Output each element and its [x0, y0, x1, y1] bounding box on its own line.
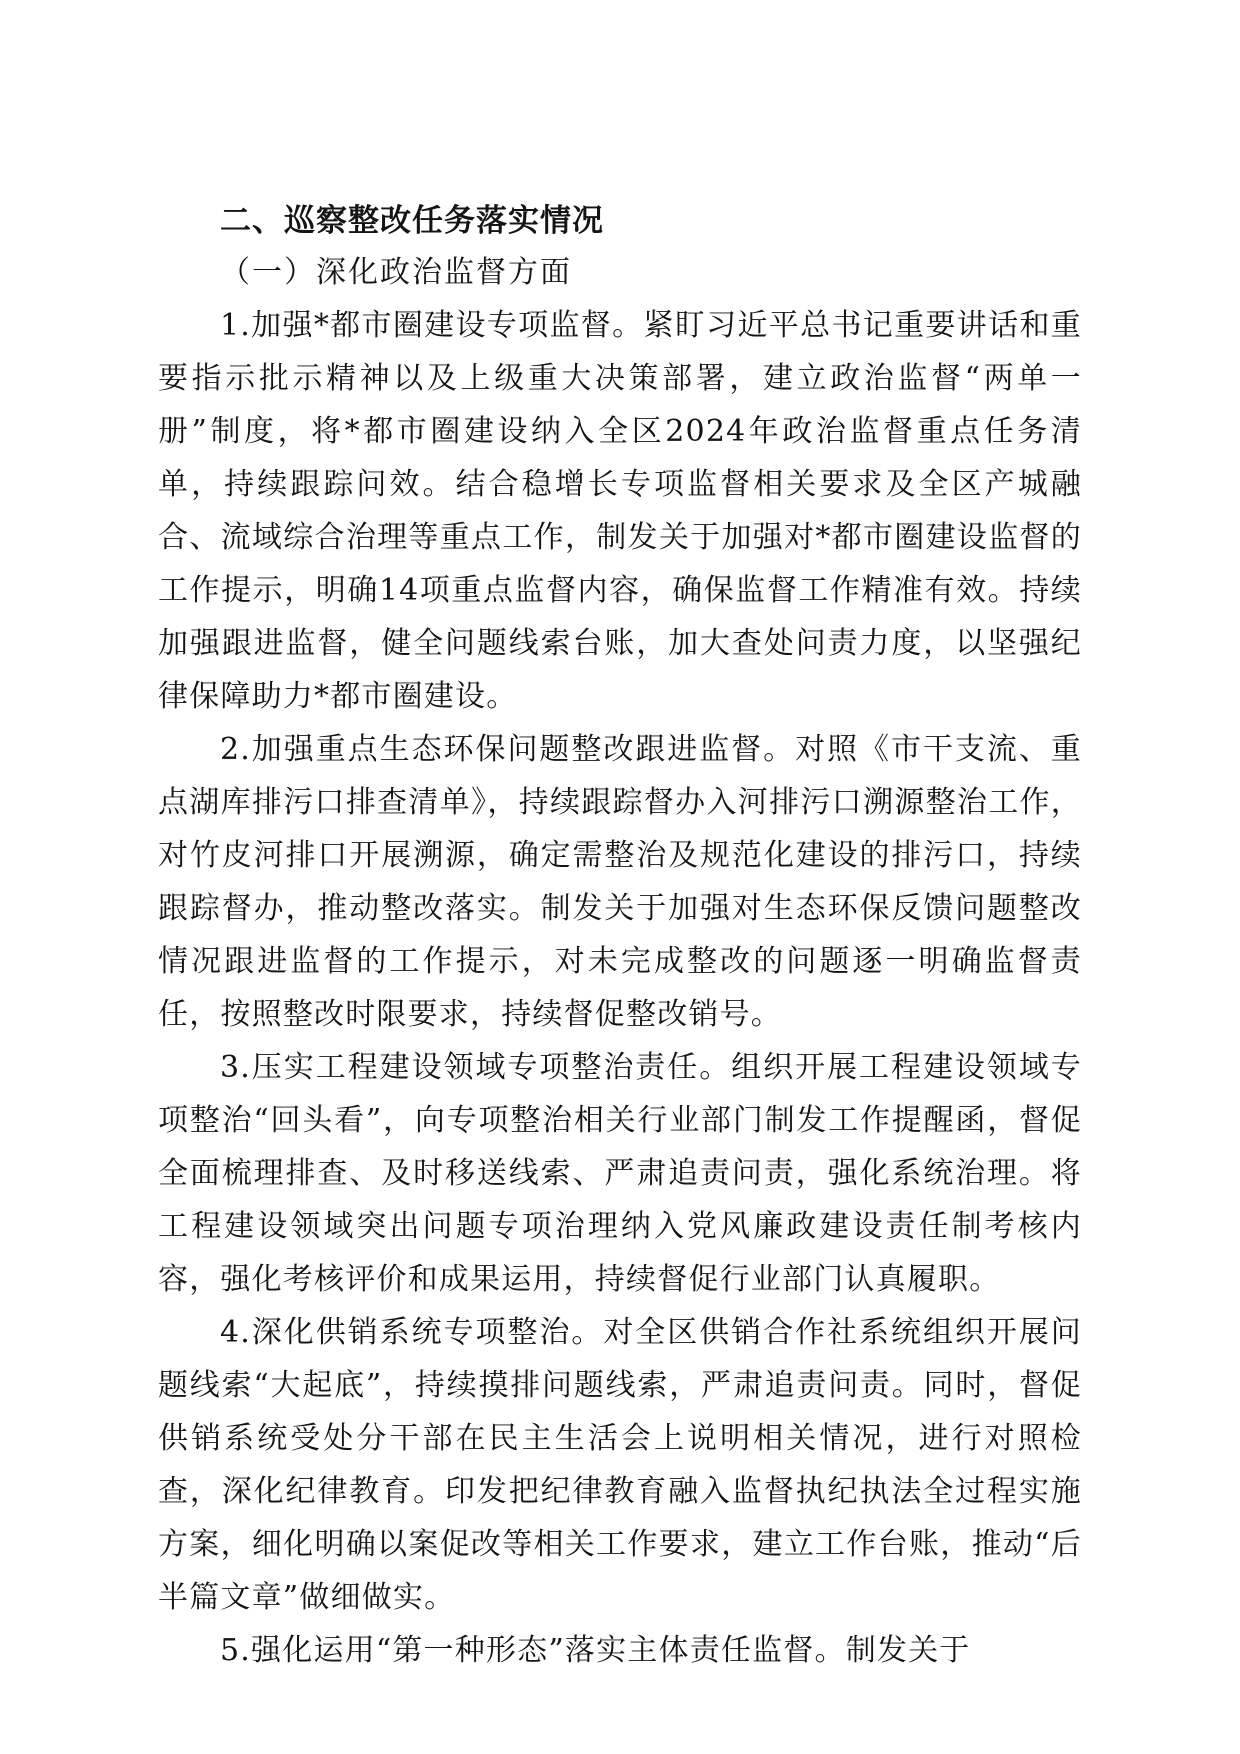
paragraph-3: 3.压实工程建设领域专项整治责任。组织开展工程建设领域专项整治“回头看”，向专项整治相关行业部门制发工作提醒函，督促全面梳理排查、及时移送线索、严肃追责问责，强化系统治理。将工程建设领域突出问题专项治理纳入党风廉政建设责任制考核内容，强化考核评价和成果运用，持续督促行业部门认真履职。 [158, 1050, 1082, 1297]
document-page [158, 196, 1082, 1677]
section-heading: 二、巡察整改任务落实情况 [220, 203, 604, 239]
subsection-heading: （一）深化政治监督方面 [220, 255, 572, 290]
paragraph-1: 1.加强*都市圈建设专项监督。紧盯习近平总书记重要讲话和重要指示批示精神以及上级重大决策部署，建立政治监督“两单一册”制度，将*都市圈建设纳入全区2024年政治监督重点任务清单，持续跟踪问效。结合稳增长专项监督相关要求及全区产城融合、流域综合治理等重点工作，制发关于加强对*都市圈建设监督的工作提示，明确14项重点监督内容，确保监督工作精准有效。持续加强跟进监督，健全问题线索台账，加大查处问责力度，以坚强纪律保障助力*都市圈建设。 [158, 308, 1082, 714]
paragraph-5: 5.强化运用“第一种形态”落实主体责任监督。制发关于 [220, 1633, 971, 1668]
paragraph-4: 4.深化供销系统专项整治。对全区供销合作社系统组织开展问题线索“大起底”，持续摸排问题线索，严肃追责问责。同时，督促供销系统受处分干部在民主生活会上说明相关情况，进行对照检查，深化纪律教育。印发把纪律教育融入监督执纪执法全过程实施方案，细化明确以案促改等相关工作要求，建立工作台账，推动“后半篇文章”做细做实。 [158, 1315, 1082, 1615]
paragraph-2: 2.加强重点生态环保问题整改跟进监督。对照《市干支流、重点湖库排污口排查清单》，持续跟踪督办入河排污口溯源整治工作，对竹皮河排口开展溯源，确定需整治及规范化建设的排污口，持续跟踪督办，推动整改落实。制发关于加强对生态环保反馈问题整改情况跟进监督的工作提示，对未完成整改的问题逐一明确监督责任，按照整改时限要求，持续督促整改销号。 [158, 732, 1082, 1032]
